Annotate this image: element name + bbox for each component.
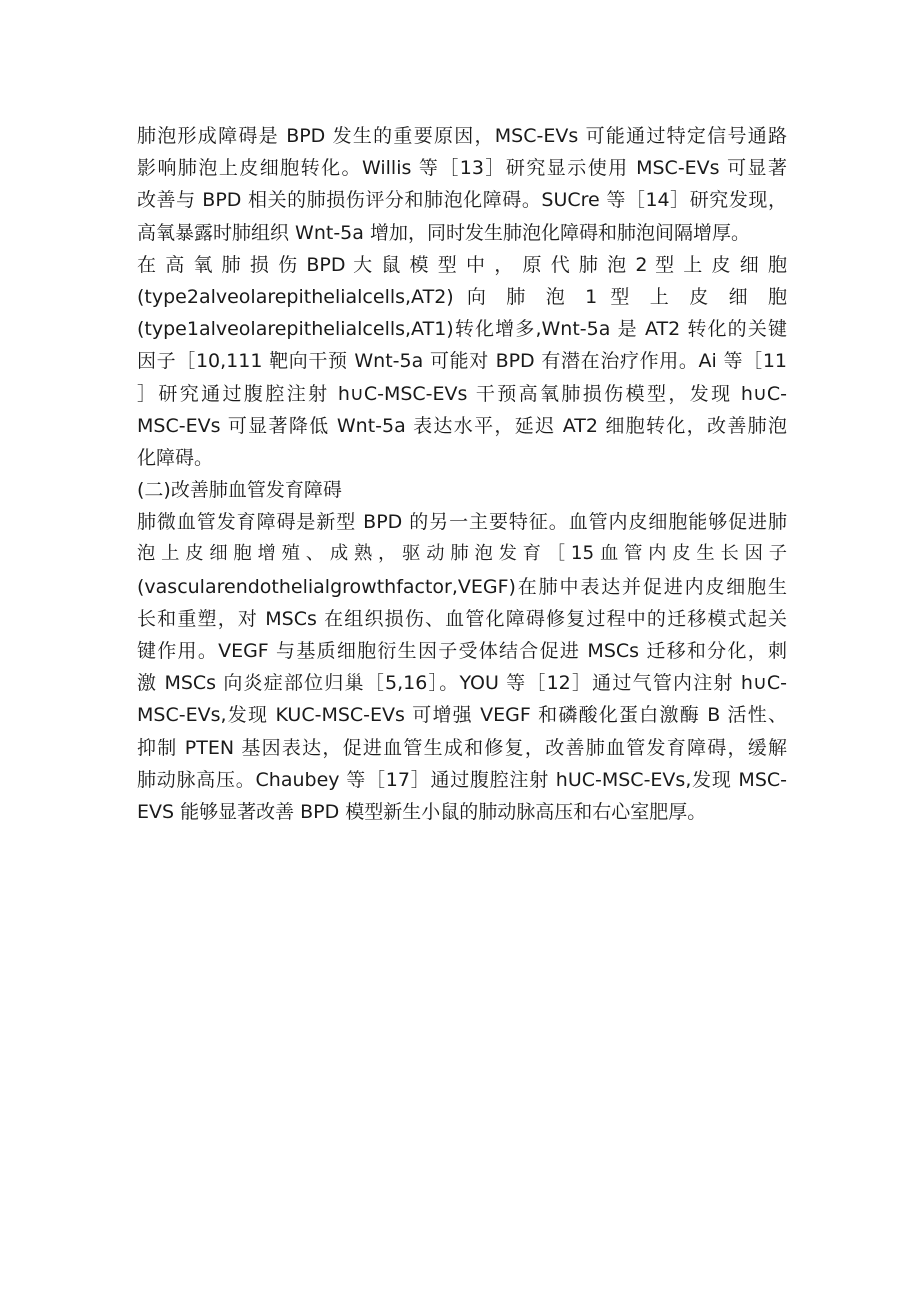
text-line: 高氧暴露时肺组织 Wnt-5a 增加，同时发生肺泡化障碍和肺泡间隔增厚。 — [137, 221, 750, 244]
text-line: MSC-EVs,发现 KUC-MSC-EVs 可增强 VEGF 和磷酸化蛋白激酶 B 活性、 — [137, 704, 787, 727]
text-line: 长和重塑，对 MSCs 在组织损伤、血管化障碍修复过程中的迁移模式起关 — [137, 607, 787, 630]
text-line: 化障碍。 — [137, 446, 214, 469]
text-line: (vascularendothelialgrowthfactor,VEGF)在肺中表达并促进内皮细胞生 — [137, 575, 787, 598]
text-line: ］研究通过腹腔注射 h∪C-MSC-EVs 干预高氧肺损伤模型，发现 h∪C- — [137, 382, 787, 405]
text-line: 在 高 氧 肺 损 伤 BPD 大 鼠 模 型 中 ， 原 代 肺 泡 2 型 上 皮 细 胞 — [137, 253, 787, 276]
text-line: 肺泡形成障碍是 BPD 发生的重要原因，MSC-EVs 可能通过特定信号通路 — [137, 125, 787, 147]
text-line: 肺微血管发育障碍是新型 BPD 的另一主要特征。血管内皮细胞能够促进肺 — [137, 511, 787, 534]
text-line: 改善与 BPD 相关的肺损伤评分和肺泡化障碍。SUCre 等［14］研究发现， — [137, 189, 787, 212]
section-heading: (二)改善肺血管发育障碍 — [137, 479, 342, 502]
text-line: 泡 上 皮 细 胞 增 殖 、 成 熟 ， 驱 动 肺 泡 发 育 ［ 15 血 管 内 皮 生 长 因 子 — [137, 543, 787, 565]
text-line: 肺动脉高压。Chaubey 等［17］通过腹腔注射 hUC-MSC-EVs,发现 MSC- — [137, 768, 787, 791]
text-line: (type1alveolarepithelialcells,AT1)转化增多,Wnt-5a 是 AT2 转化的关键 — [137, 318, 787, 341]
text-line: 影响肺泡上皮细胞转化。Willis 等［13］研究显示使用 MSC-EVs 可显著 — [137, 157, 787, 180]
text-line: MSC-EVs 可显著降低 Wnt-5a 表达水平，延迟 AT2 细胞转化，改善肺泡 — [137, 414, 787, 437]
text-line: 激 MSCs 向炎症部位归巢［5,16］。YOU 等［12］通过气管内注射 h∪C- — [137, 672, 787, 695]
text-line: 抑制 PTEN 基因表达，促进血管生成和修复，改善肺血管发育障碍，缓解 — [137, 736, 787, 759]
body-text — [137, 120, 787, 828]
text-line: EVS 能够显著改善 BPD 模型新生小鼠的肺动脉高压和右心室肥厚。 — [137, 800, 707, 823]
text-line: (type2alveolarepithelialcells,AT2) 向 肺 泡 1 型 上 皮 细 胞 — [137, 285, 787, 308]
text-line: 键作用。VEGF 与基质细胞衍生因子受体结合促进 MSCs 迁移和分化，刺 — [137, 640, 787, 662]
text-line: 因子［10,111 靶向干预 Wnt-5a 可能对 BPD 有潜在治疗作用。Ai 等［11 — [137, 350, 787, 373]
